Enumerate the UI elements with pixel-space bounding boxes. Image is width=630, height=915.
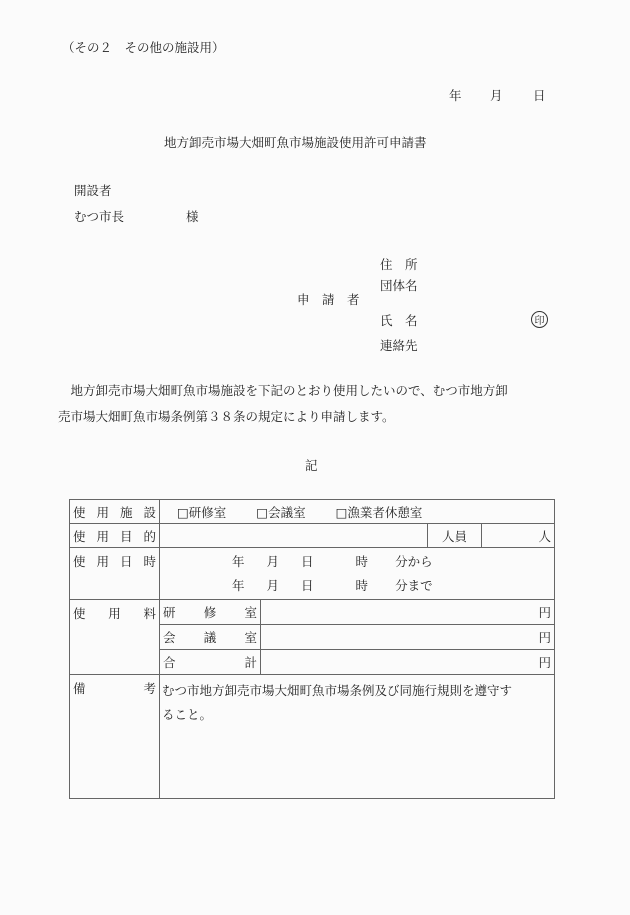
label-char: 使 <box>73 504 86 520</box>
label-char: 時 <box>143 554 156 569</box>
addressee-name: むつ市長 <box>74 209 125 224</box>
people-label: 人員 <box>428 524 482 548</box>
label-char: 用 <box>108 606 121 621</box>
label-char: 使 <box>73 554 86 569</box>
applicant-org-label: 団体名 <box>380 278 418 293</box>
applicant-address-label: 住 所 <box>380 257 418 272</box>
yen-unit: 円 <box>538 655 552 670</box>
to-minute: 分まで <box>395 578 433 593</box>
datetime-to <box>163 576 551 594</box>
remarks-field <box>160 675 555 799</box>
label-char: 計 <box>244 655 257 670</box>
label-char: 日 <box>119 554 133 569</box>
applicant-label: 申 請 者 <box>297 292 360 307</box>
datetime-from <box>163 552 551 576</box>
purpose-field[interactable] <box>160 524 428 548</box>
seal-icon: 印 <box>531 311 548 328</box>
people-field[interactable] <box>482 524 555 548</box>
fee-training-label <box>160 600 261 625</box>
people-unit: 人 <box>538 528 552 544</box>
row-fee-training <box>70 600 555 625</box>
facility-label <box>70 500 160 524</box>
label-char: 研 <box>163 605 176 620</box>
label-char: 設 <box>143 504 156 520</box>
facility-option-fishermen-lounge[interactable]: □漁業者休憩室 <box>335 504 423 520</box>
fee-label <box>70 600 160 675</box>
seal-mark <box>531 311 548 328</box>
fee-total-field[interactable] <box>261 650 555 675</box>
from-minute: 分から <box>395 554 433 569</box>
applicant-name-label: 氏 名 <box>380 313 418 328</box>
yen-unit: 円 <box>538 630 552 645</box>
row-datetime <box>70 548 555 600</box>
datetime-field[interactable] <box>160 548 555 600</box>
application-table <box>69 499 555 799</box>
label-char: 修 <box>203 605 217 620</box>
label-char: 料 <box>143 606 156 621</box>
remarks-line-1: むつ市地方卸売市場大畑町魚市場条例及び同施行規則を遵守す <box>162 683 513 698</box>
label-char: 使 <box>73 528 86 544</box>
label-char: 用 <box>96 554 109 569</box>
remarks-line-2: ること。 <box>162 707 213 722</box>
row-purpose <box>70 524 555 548</box>
form-type: （その２ その他の施設用） <box>62 40 225 55</box>
label-char: 用 <box>96 504 109 520</box>
to-year: 年 <box>232 578 245 593</box>
datetime-label <box>70 548 160 600</box>
body-text-line-2: 売市場大畑町魚市場条例第３８条の規定により申請します。 <box>58 409 395 424</box>
document-title: 地方卸売市場大畑町魚市場施設使用許可申請書 <box>164 135 427 150</box>
date-day: 日 <box>533 88 546 103</box>
remarks-label <box>70 675 160 799</box>
label-char: 施 <box>119 504 133 520</box>
ki-heading: 記 <box>305 458 318 473</box>
label-char: 合 <box>163 655 176 670</box>
label-char: 使 <box>73 606 86 621</box>
label-char: 的 <box>143 528 156 544</box>
body-text-line-1: 地方卸売市場大畑町魚市場施設を下記のとおり使用したいので、むつ市地方卸 <box>58 383 508 398</box>
to-hour: 時 <box>355 578 369 593</box>
to-day: 日 <box>301 578 314 593</box>
yen-unit: 円 <box>538 605 552 620</box>
to-month: 月 <box>266 578 280 593</box>
facility-option-training-room[interactable]: □研修室 <box>177 504 227 520</box>
date-month: 月 <box>490 88 503 103</box>
from-year: 年 <box>232 554 245 569</box>
label-char: 備 <box>73 681 86 696</box>
label-char: 議 <box>203 630 217 645</box>
from-day: 日 <box>301 554 314 569</box>
label-char: 目 <box>119 528 133 544</box>
date-year: 年 <box>449 88 462 103</box>
from-month: 月 <box>266 554 280 569</box>
label-char: 会 <box>163 630 176 645</box>
fee-meeting-field[interactable] <box>261 625 555 650</box>
row-facility <box>70 500 555 524</box>
label-char: 室 <box>244 605 257 620</box>
fee-training-field[interactable] <box>261 600 555 625</box>
fee-meeting-label <box>160 625 261 650</box>
applicant-contact-label: 連絡先 <box>380 338 418 353</box>
label-char: 考 <box>143 681 156 696</box>
label-char: 室 <box>244 630 257 645</box>
from-hour: 時 <box>355 554 369 569</box>
facility-option-meeting-room[interactable]: □会議室 <box>256 504 306 520</box>
label-char: 用 <box>96 528 109 544</box>
fee-total-label <box>160 650 261 675</box>
addressee-honorific: 様 <box>186 209 199 224</box>
row-remarks <box>70 675 555 799</box>
addressee-role: 開設者 <box>74 183 112 198</box>
purpose-label <box>70 524 160 548</box>
facility-options <box>160 500 555 524</box>
